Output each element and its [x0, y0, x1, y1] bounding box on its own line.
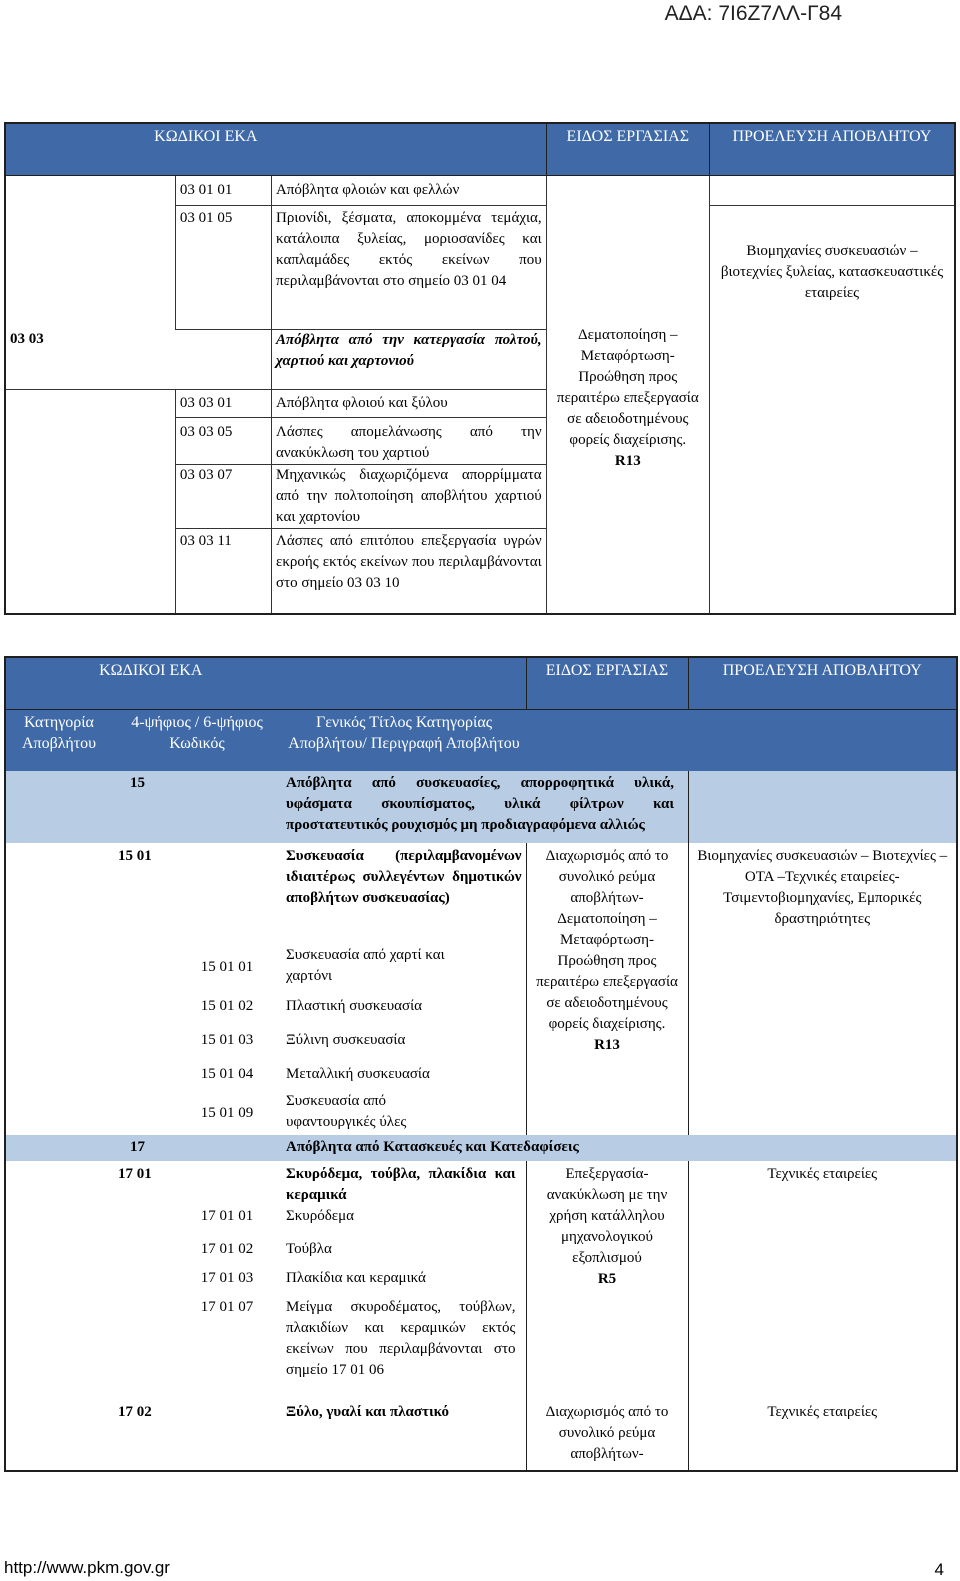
desc-150109: Συσκευασία από υφαντουργικές ύλες	[286, 1093, 407, 1130]
origin-1702: Τεχνικές εταιρείες	[688, 1399, 957, 1471]
code-170101: 17 01 01	[200, 1208, 254, 1224]
origin-description: Βιομηχανίες συσκευασιών – βιοτεχνίες ξυλείας, κατασκευαστικές εταιρείες	[709, 205, 955, 614]
group-1501-code: 15 01	[118, 848, 152, 864]
header2-category: Κατηγορία Αποβλήτου	[5, 709, 112, 771]
desc-0303: Απόβλητα από την κατεργασία πολτού, χαρτιού και χαρτονιού	[272, 329, 547, 389]
group-1702-desc: Ξύλο, γυαλί και πλαστικό	[286, 1404, 450, 1420]
desc-150102: Πλαστική συσκευασία	[286, 997, 422, 1014]
waste-codes-table-1	[4, 122, 956, 615]
header2-codes: ΚΩΔΙΚΟΙ ΕΚΑ	[5, 657, 526, 709]
group-0303: 03 03	[5, 329, 175, 389]
work-description: Δεματοποίηση – Μεταφόρτωση-Προώθηση προς περαιτέρω επεξεργασία σε αδειοδοτημένους φορείς διαχείρισης. R13	[546, 175, 709, 614]
code-030307: 03 03 07	[175, 464, 271, 528]
code-030311: 03 03 11	[175, 528, 271, 614]
header-codes: ΚΩΔΙΚΟΙ ΕΚΑ	[5, 123, 546, 175]
origin-1501: Βιομηχανίες συσκευασιών – Βιοτεχνίες – ΟΤΑ –Τεχνικές εταιρείες-Τσιμεντοβιομηχανίες, Εμπορικές δραστηριότητες	[688, 843, 957, 1135]
document-id: ΑΔΑ: 7Ι6Ζ7ΛΛ-Γ84	[664, 2, 842, 25]
header2-work-type: ΕΙΔΟΣ ΕΡΓΑΣΙΑΣ	[526, 657, 688, 709]
waste-codes-table-2	[4, 656, 958, 1472]
cat-15-desc: Απόβλητα από συσκευασίες, απορροφητικά υλικά, υφάσματα σκουπίσματος, υλικά φίλτρων και προστατευτικός ρουχισμός μη προδιαγραφόμενα αλλιώς	[286, 775, 674, 833]
desc-030305: Λάσπες απομελάνωσης από την ανακύκλωση του χαρτιού	[272, 417, 547, 464]
desc-030307: Μηχανικώς διαχωριζόμενα απορρίμματα από την πολτοποίηση αποβλήτου χαρτιού και χαρτονίου	[272, 464, 547, 528]
code-150103: 15 01 03	[200, 1031, 254, 1048]
group-1702-code: 17 02	[118, 1404, 152, 1420]
desc-030311: Λάσπες από επιτόπου επεξεργασία υγρών εκροής εκτός εκείνων που περιλαμβάνονται στο σημείο 03 03 10	[272, 528, 547, 614]
cat-17-desc: Απόβλητα από Κατασκευές και Κατεδαφίσεις	[286, 1139, 579, 1155]
code-030301: 03 03 01	[175, 389, 271, 417]
group-1701-code: 17 01	[118, 1166, 152, 1182]
desc-170107: Μείγμα σκυροδέματος, τούβλων, πλακιδίων και κεραμικών εκτός εκείνων που περιλαμβάνονται στο σημείο 17 01 06	[286, 1299, 516, 1378]
desc-170101: Σκυρόδεμα	[286, 1208, 354, 1224]
cat-17-code: 17	[130, 1139, 145, 1155]
group-1701-desc: Σκυρόδεμα, τούβλα, πλακίδια και κεραμικά	[286, 1166, 516, 1203]
code-030101: 03 01 01	[175, 175, 271, 205]
header-origin: ΠΡΟΕΛΕΥΣΗ ΑΠΟΒΛΗΤΟΥ	[709, 123, 955, 175]
desc-150104: Μεταλλική συσκευασία	[286, 1065, 430, 1082]
desc-150103: Ξύλινη συσκευασία	[286, 1031, 406, 1048]
origin-1701: Τεχνικές εταιρείες	[688, 1161, 957, 1399]
work-1501: Διαχωρισμός από το συνολικό ρεύμα αποβλήτων-Δεματοποίηση – Μεταφόρτωση-Προώθηση προς περαιτέρω επεξεργασία σε αδειοδοτημένους φορείς διαχείρισης. R13	[526, 843, 688, 1135]
footer-url: http://www.pkm.gov.gr	[4, 1558, 170, 1577]
page-number: 4	[934, 1560, 944, 1579]
desc-170102: Τούβλα	[286, 1241, 332, 1257]
header-work-type: ΕΙΔΟΣ ΕΡΓΑΣΙΑΣ	[546, 123, 709, 175]
work-1702: Διαχωρισμός από το συνολικό ρεύμα αποβλήτων-	[526, 1399, 688, 1471]
cat-15-code: 15	[130, 775, 145, 791]
desc-030105: Πριονίδι, ξέσματα, αποκομμένα τεμάχια, κατάλοιπα ξυλείας, μοριοσανίδες και καπλαμάδες εκτός εκείνων που περιλαμβάνονται στο σημείο 03 01 04	[272, 205, 547, 329]
desc-170103: Πλακίδια και κεραμικά	[286, 1270, 426, 1286]
code-150109: 15 01 09	[200, 1104, 254, 1121]
code-150104: 15 01 04	[200, 1065, 254, 1082]
work-1701: Επεξεργασία-ανακύκλωση με την χρήση κατάλληλου μηχανολογικού εξοπλισμού R5	[526, 1161, 688, 1399]
group-1501-desc: Συσκευασία (περιλαμβανομένων ιδιαιτέρως συλλεγέντων δημοτικών αποβλήτων συσκευασίας)	[286, 848, 522, 906]
header2-digits: 4-ψήφιος / 6-ψήφιος Κωδικός	[112, 709, 282, 771]
code-150101: 15 01 01	[200, 958, 254, 975]
code-150102: 15 01 02	[200, 997, 254, 1014]
desc-030301: Απόβλητα φλοιού και ξύλου	[272, 389, 547, 417]
code-170103: 17 01 03	[200, 1270, 254, 1286]
code-030305: 03 03 05	[175, 417, 271, 464]
code-030105: 03 01 05	[175, 205, 271, 329]
desc-030101: Απόβλητα φλοιών και φελλών	[272, 175, 547, 205]
header2-title: Γενικός Τίτλος Κατηγορίας Αποβλήτου/ Περιγραφή Αποβλήτου	[282, 709, 526, 771]
desc-150101: Συσκευασία από χαρτί και χαρτόνι	[286, 947, 445, 984]
code-170107: 17 01 07	[200, 1299, 254, 1315]
code-170102: 17 01 02	[200, 1241, 254, 1257]
header2-origin: ΠΡΟΕΛΕΥΣΗ ΑΠΟΒΛΗΤΟΥ	[688, 657, 957, 709]
